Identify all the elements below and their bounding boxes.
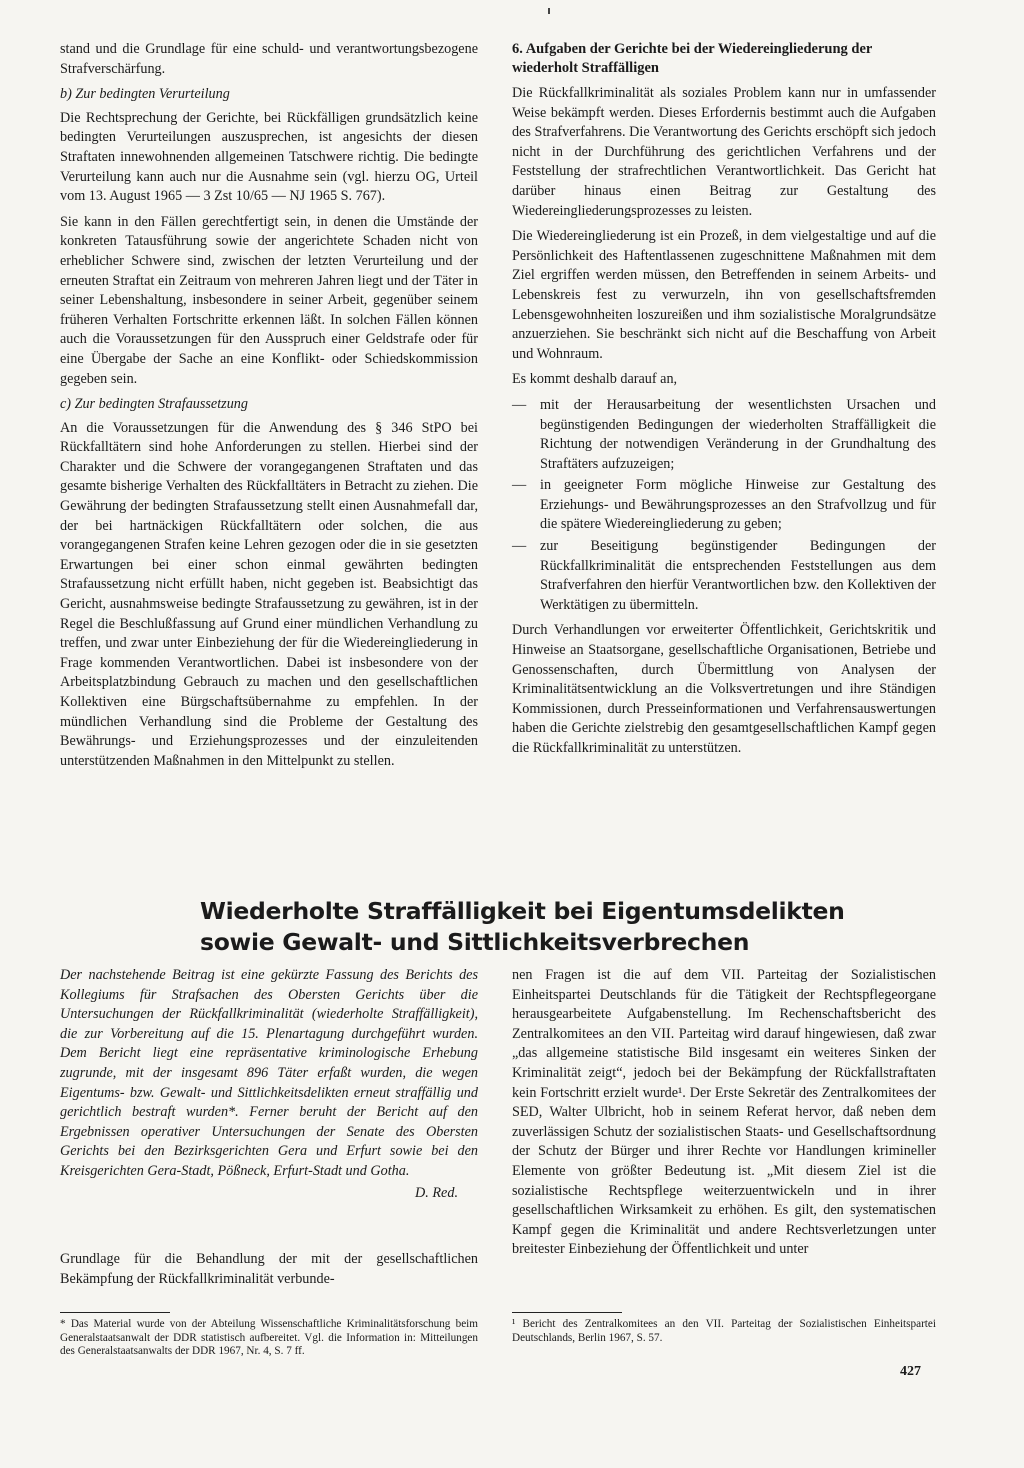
editorial-intro — [60, 966, 478, 1203]
paragraph: An die Voraussetzungen für die Anwendung des § 346 StPO bei Rückfalltätern sind hohe Anforderungen zu stellen. Hierbei sind der Charakter und die Schwere der vorangegangenen Straftaten und das gesamte bisherige Verhalten des Rückfalltäters in Betracht zu ziehen. Die Gewährung der bedingten Strafaussetzung stellt einen Ausnahmefall dar, der bei hartnäckigen Rückfalltätern oder solchen, die aus vorangegangenen Strafen keine Lehren gezogen oder die in sie gesetzten Erwartungen bei einer schon einmal gewährten bedingten Strafaussetzung nicht erfüllt haben, nicht gegeben ist. Beabsichtigt das Gericht, ausnahmsweise bedingte Strafaussetzung zu gewähren, ist in der Regel die Beschlußfassung auf Grund einer mündlichen Verhandlung zu treffen, und zwar unter Einbeziehung der für die Wiedereingliederung in Frage kommenden Verantwortlichen. Dabei ist insbesondere von der Arbeitsplatzbindung Gebrauch zu machen und den gesellschaftlichen Kollektiven eine Bürgschaftsübernahme zu empfehlen. In der mündlichen Verhandlung sind die Probleme der Gestaltung des Bewährungs- und Erziehungsprozesses und der einzuleitenden unterstützenden Maßnahmen in den Mittelpunkt zu stellen. — [60, 419, 478, 769]
paragraph: Es kommt deshalb darauf an, — [512, 371, 678, 388]
footnote-left: * Das Material wurde von der Abteilung Wissenschaftliche Kriminalitätsforschung beim Generalstaatsanwalt der DDR statistisch aufbereitet. Vgl. die Information in: Mitteilungen des Generalstaatsanwalts der DDR 1967, Nr. 4, S. 7 ff. — [60, 1318, 478, 1357]
section-heading: 6. Aufgaben der Gerichte bei der Wiedereingliederung der wiederholt Straffälligen — [512, 41, 873, 76]
article-title — [200, 896, 920, 958]
list-item-text: zur Beseitigung begünstigender Bedingungen der Rückfallkriminalität die entsprechenden Feststellungen aus dem Strafverfahren den hierfür Verantwortlichen bzw. den Kollektiven der Werktätigen zu übermitteln. — [540, 538, 936, 613]
print-speck — [548, 8, 550, 14]
article-body-left — [60, 1250, 478, 1289]
article-title-line-2: sowie Gewalt- und Sittlichkeitsverbrechen — [200, 928, 750, 956]
list-item — [512, 537, 936, 615]
right-column — [512, 40, 936, 765]
paragraph: Sie kann in den Fällen gerechtfertigt sein, in denen die Umstände der konkreten Tatausführung sowie der angerichtete Schaden nicht von erheblicher Schwere sind, zwischen der letzten Verurteilung und der erneuten Straftat ein Zeitraum von mehreren Jahren liegt und der Täter in seiner Lebenshaltung, insbesondere in seiner Arbeit, gegenüber seinem früheren Verhalten Fortschritte erkennen läßt. In solchen Fällen können auch die Voraussetzungen für den Ausspruch einer Geldstrafe oder für eine Übergabe der Sache an eine Konflikt- oder Schiedskommission gegeben sein. — [60, 213, 478, 387]
dash-marker: — — [512, 538, 527, 555]
list-item-text: in geeigneter Form mögliche Hinweise zur Gestaltung des Erziehungs- und Bewährungsprozesses an den Strafvollzug und für die spätere Wiedereingliederung zu geben; — [540, 477, 936, 533]
dash-marker: — — [512, 396, 527, 413]
subheading-c: c) Zur bedingten Strafaussetzung — [60, 396, 248, 413]
paragraph: Grundlage für die Behandlung der mit der gesellschaftlichen Bekämpfung der Rückfallkriminalität verbunde- — [60, 1251, 478, 1287]
paragraph: nen Fragen ist die auf dem VII. Parteitag der Sozialistischen Einheitspartei Deutschlands für die Tätigkeit der Rechtspflegeorgane herausgearbeitete Aufgabenstellung. Im Rechenschaftsbericht des Zentralkomitees an den VII. Parteitag wird darauf hingewiesen, daß zwar „das allgemeine statistische Bild insgesamt ein weiteres Sinken der Kriminalität zeigt“, jedoch bei der Bekämpfung der Rückfallstraftaten kein Fortschritt erzielt wurde¹. Der Erste Sekretär des Zentralkomitees der SED, Walter Ulbricht, hob in seinem Referat hervor, daß neben dem zuverlässigen Schutz der sozialistischen Staats- und Gesellschaftsordnung der Schutz der Bürger und ihrer Rechte vor Handlungen krimineller Elemente von größter Bedeutung ist. „Mit diesem Ziel ist die sozialistische Rechtspflege weiterzuentwickeln und in ihrer gesellschaftlichen Wirksamkeit zu erhöhen. Es gilt, den systematischen Kampf gegen die Kriminalität und andere Rechtsverletzungen unter breitester Einbeziehung der Öffentlichkeit und unter — [512, 967, 936, 1258]
paragraph: Die Wiedereingliederung ist ein Prozeß, in dem vielgestaltige und auf die Persönlichkeit des Haftentlassenen zugeschnittene Maßnahmen mit dem Ziel ergriffen werden müssen, den Betreffenden in seinem Arbeits- und Lebenskreis fest zu verwurzeln, ihn von gesellschaftsfremden Lebensgewohnheiten loszureißen und ihm sozialistische Moralgrundsätze anzuerziehen. Sie beschränkt sich nicht auf die Beschaffung von Arbeit und Wohnraum. — [512, 228, 936, 362]
footnote-rule — [60, 1312, 170, 1313]
intro-text: Der nachstehende Beitrag ist eine gekürzte Fassung des Berichts des Kollegiums für Strafsachen des Obersten Gerichts über die Untersuchungen der Rückfallkriminalität (wiederholte Straffälligkeit), die zur Vorbereitung auf die 15. Plenartagung durchgeführt wurden. Dem Bericht liegt eine repräsentative kriminologische Erhebung zugrunde, mit der insgesamt 896 Täter erfaßt wurden, die wegen Eigentums- bzw. Gewalt- und Sittlichkeitsdelikten erneut straffällig und gerichtlich bestraft wurden*. Ferner beruht der Bericht auf den Ergebnissen operativer Untersuchungen der Senate des Obersten Gerichts bei den Bezirksgerichten Gera und Erfurt sowie bei den Kreisgerichten Gera-Stadt, Pößneck, Erfurt-Stadt und Gotha. — [60, 967, 478, 1179]
dash-marker: — — [512, 477, 527, 494]
paragraph: Durch Verhandlungen vor erweiterter Öffentlichkeit, Gerichtskritik und Hinweise an Staatsorgane, gesellschaftliche Organisationen, Betriebe und Genossenschaften, durch Übermittlung von Analysen der Kriminalitätsentwicklung an die Volksvertretungen und ihre Ständigen Kommissionen, durch Presseinformationen und Verfahrensauswertungen haben die Gerichte zielstrebig den gesamtgesellschaftlichen Kampf gegen die Rückfallkriminalität zu unterstützen. — [512, 622, 936, 756]
editor-signature: D. Red. — [415, 1184, 458, 1201]
subheading-b: b) Zur bedingten Verurteilung — [60, 86, 230, 103]
paragraph: stand und die Grundlage für eine schuld- und verantwortungsbezogene Strafverschärfung. — [60, 41, 478, 77]
paragraph: Die Rechtsprechung der Gerichte, bei Rückfälligen grundsätzlich keine bedingten Verurteilungen auszusprechen, ist angesichts der diesen Straftaten innewohnenden allgemeinen Tatschwere richtig. Die bedingte Verurteilung kann auch nur die Ausnahme sein (vgl. hierzu OG, Urteil vom 13. August 1965 — 3 Zst 10/65 — NJ 1965 S. 767). — [60, 109, 478, 205]
article-body-right — [512, 966, 936, 1260]
paragraph: Die Rückfallkriminalität als soziales Problem kann nur in umfassender Weise bekämpft werden. Dieses Erfordernis bestimmt auch die Aufgaben des Strafverfahrens. Die Verantwortung des Gerichts erschöpft sich jedoch nicht in der Durchführung des gerichtlichen Verfahrens und der Feststellung der strafrechtlichen Verantwortlichkeit. Das Gericht hat darüber hinaus einen Beitrag zur Gestaltung des Wiedereingliederungsprozesses zu leisten. — [512, 85, 936, 219]
article-title-line-1: Wiederholte Straffälligkeit bei Eigentumsdelikten — [200, 897, 845, 925]
left-column — [60, 40, 478, 777]
footnote-rule — [512, 1312, 622, 1313]
dash-list — [512, 396, 936, 616]
list-item — [512, 476, 936, 535]
footnote-right: ¹ Bericht des Zentralkomitees an den VII. Parteitag der Sozialistischen Einheitspartei Deutschlands, Berlin 1967, S. 57. — [512, 1318, 936, 1344]
page-number: 427 — [900, 1364, 921, 1379]
list-item — [512, 396, 936, 474]
list-item-text: mit der Herausarbeitung der wesentlichsten Ursachen und begünstigenden Bedingungen der wiederholten Straffälligkeit die Richtung der notwendigen Veränderung in der Grundhaltung des Straftäters aufzuzeigen; — [540, 396, 936, 472]
